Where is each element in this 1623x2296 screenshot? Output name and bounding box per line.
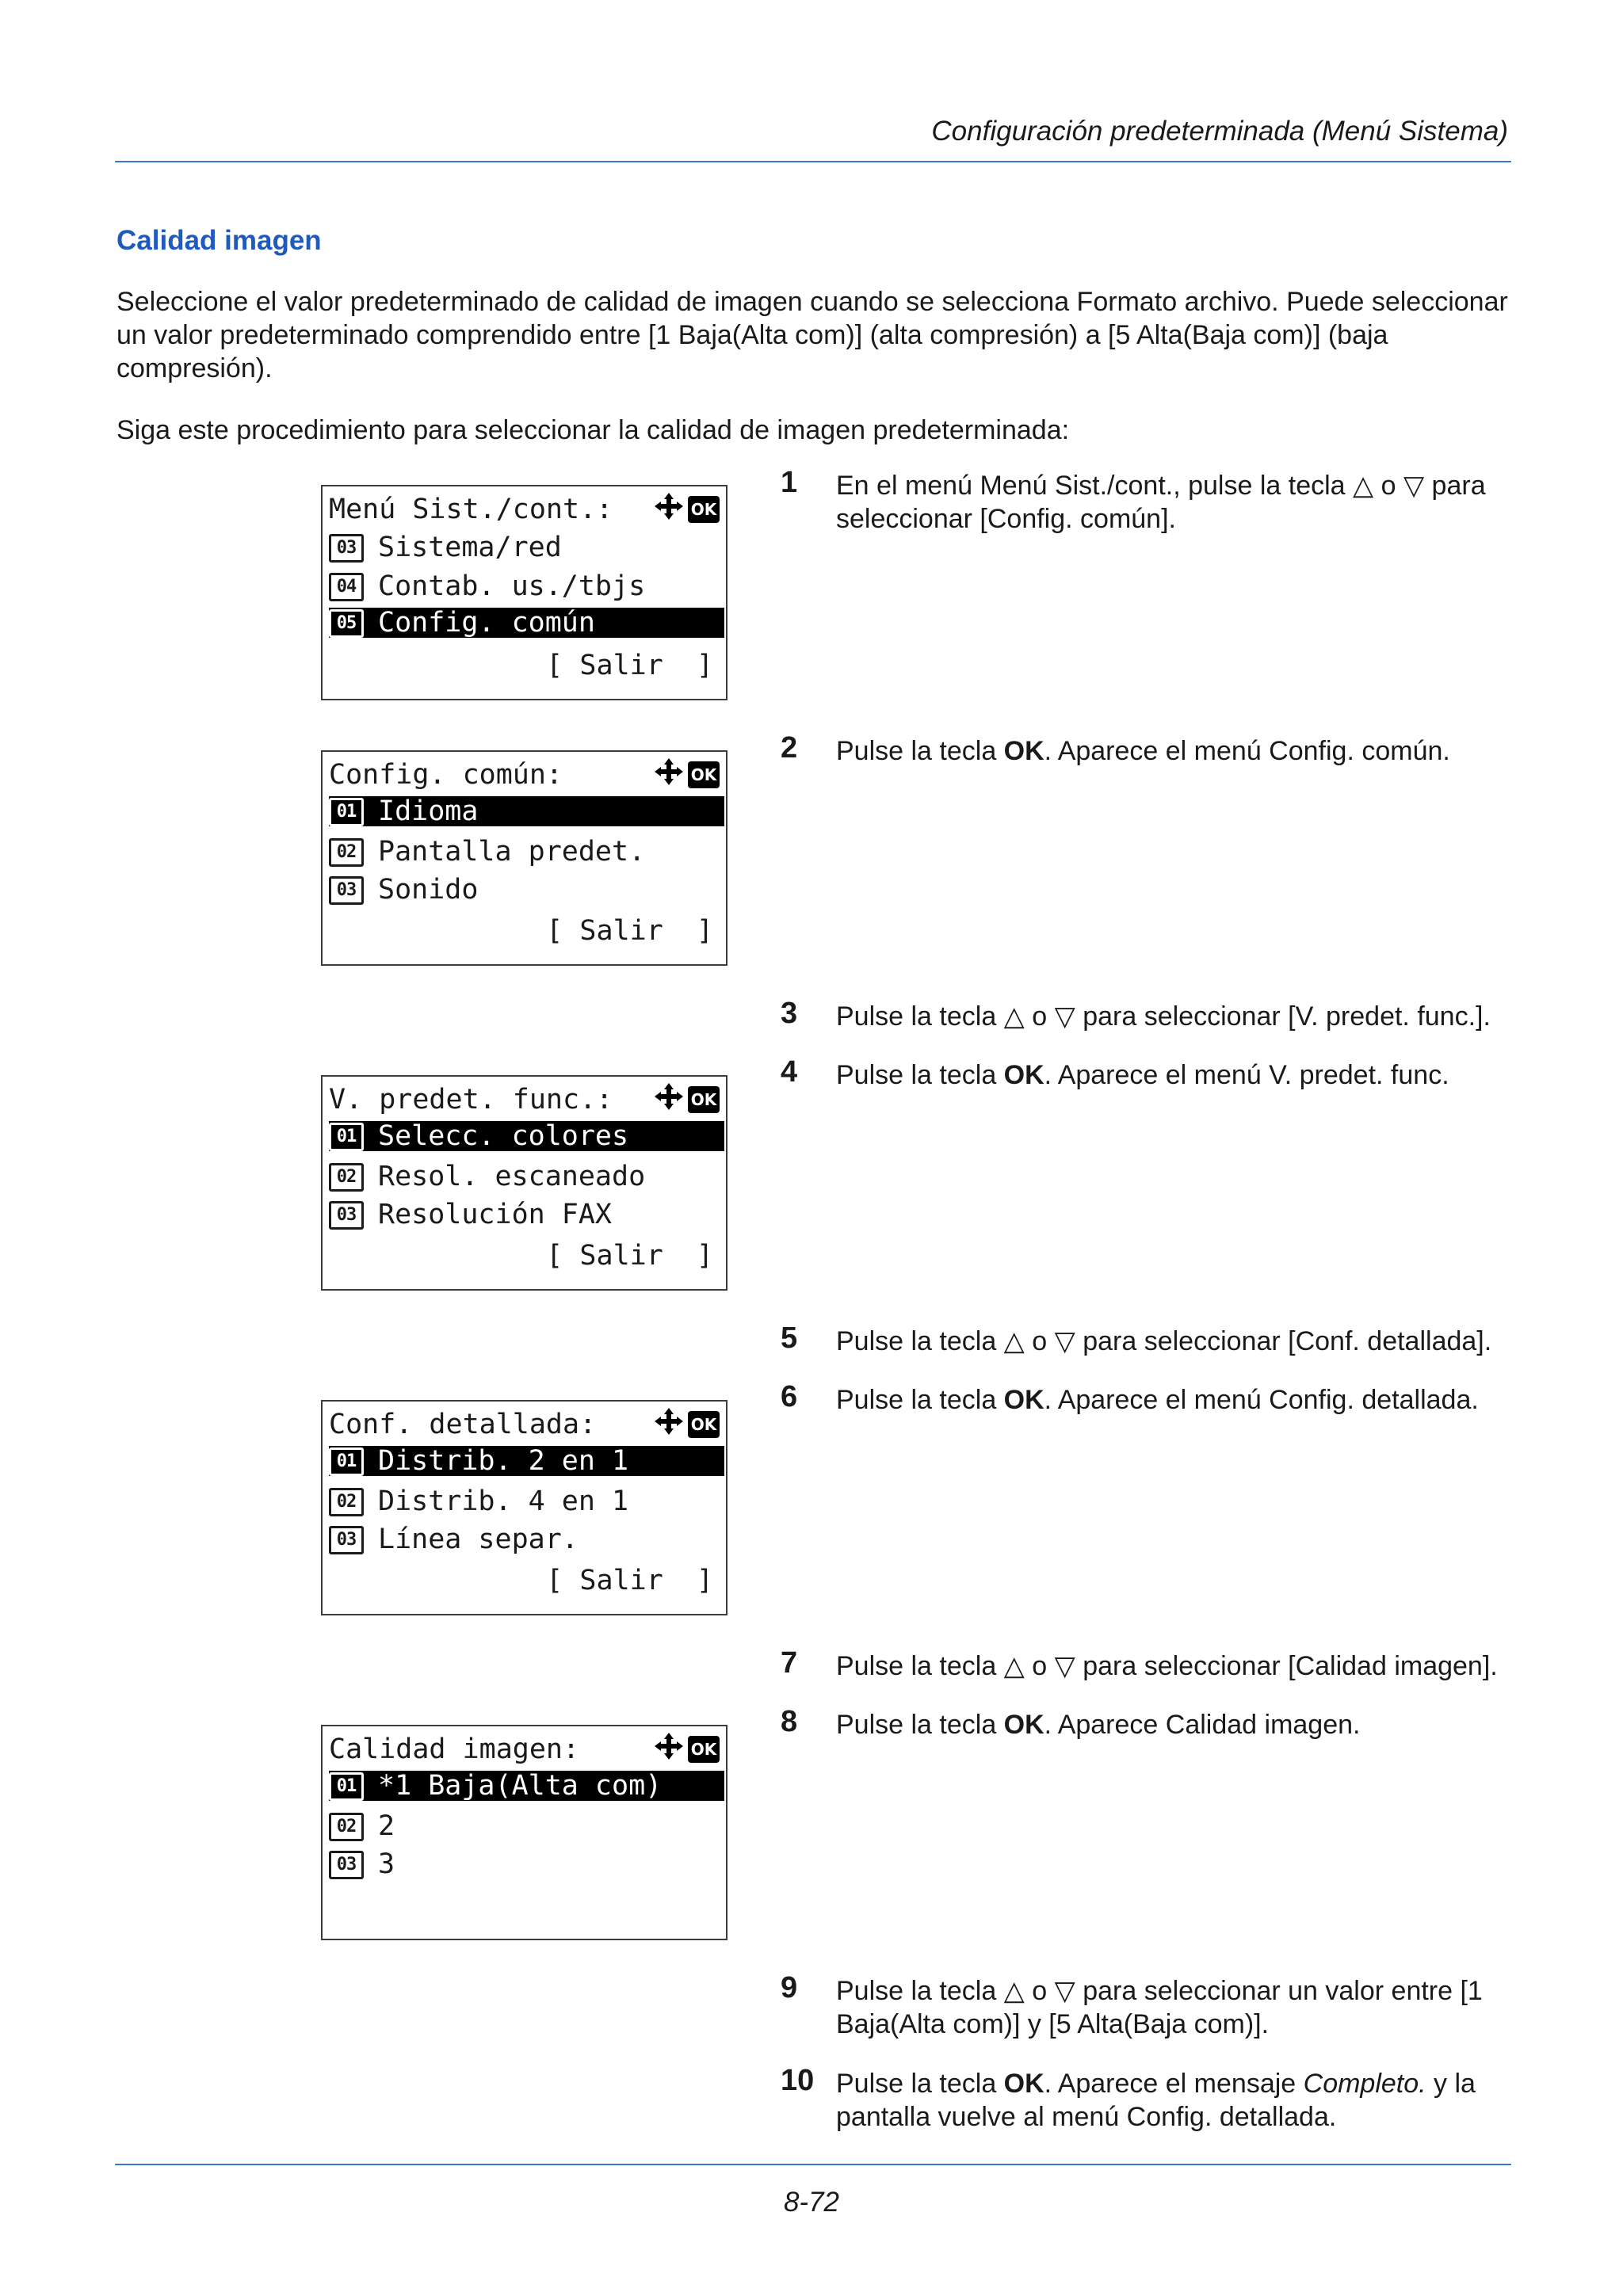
step-text — [836, 1974, 1518, 2041]
lcd-row-label: Resol. escaneado — [378, 1161, 646, 1192]
lcd-nav-icons — [653, 1409, 720, 1440]
lcd-exit-softkey: [ Salir ] — [546, 915, 713, 947]
step-text-part: Pulse la tecla △ o ▽ para seleccionar [Conf. detallada]. — [836, 1326, 1492, 1356]
intro-paragraph: Siga este procedimiento para seleccionar la calidad de imagen predeterminada: — [116, 415, 1070, 445]
lcd-row-selected — [329, 1771, 724, 1801]
lcd-row-label: Sistema/red — [378, 532, 562, 563]
lcd-row-label: *1 Baja(Alta com) — [378, 1770, 663, 1802]
lcd-nav-icons — [653, 760, 720, 790]
key-name: OK — [1003, 1060, 1044, 1090]
step-text-part: . Aparece Calidad imagen. — [1044, 1710, 1361, 1740]
step-text — [836, 1650, 1518, 1683]
item-number-badge: 02 — [329, 1813, 364, 1841]
lcd-row — [329, 1848, 724, 1881]
lcd-row — [329, 835, 724, 868]
lcd-title: Config. común: — [329, 759, 563, 791]
lcd-nav-icons — [653, 494, 720, 524]
ok-key-icon: OK — [688, 1736, 720, 1763]
four-way-arrow-icon — [653, 1081, 685, 1119]
step-text-part: y la pantalla vuelve al menú Config. detallada. — [836, 2069, 1476, 2132]
item-number-badge: 01 — [329, 1123, 364, 1151]
item-number-badge: 02 — [329, 1488, 364, 1516]
step-number: 1 — [781, 466, 798, 499]
four-way-arrow-icon — [653, 491, 685, 528]
step-text-part: . Aparece el menú Config. detallada. — [1044, 1385, 1479, 1415]
step-number: 2 — [781, 731, 798, 765]
lcd-nav-icons — [653, 1734, 720, 1764]
lcd-title: Calidad imagen: — [329, 1733, 580, 1765]
lcd-row — [329, 1160, 724, 1193]
step-number: 4 — [781, 1055, 798, 1089]
step-text — [836, 1708, 1518, 1741]
item-number-badge: 01 — [329, 1447, 364, 1476]
step-number: 5 — [781, 1322, 798, 1355]
lcd-row-label: 2 — [378, 1810, 395, 1842]
lcd-title: V. predet. func.: — [329, 1084, 613, 1116]
step-text-part: Pulse la tecla △ o ▽ para seleccionar [Calidad imagen]. — [836, 1651, 1498, 1681]
lcd-title: Menú Sist./cont.: — [329, 494, 613, 525]
lcd-row-selected — [329, 1121, 724, 1151]
lcd-screen-config-comun — [321, 750, 727, 966]
lcd-row-selected — [329, 608, 724, 638]
step-text — [836, 1058, 1518, 1092]
step-number: 8 — [781, 1705, 798, 1738]
item-number-badge: 02 — [329, 838, 364, 867]
step-text — [836, 734, 1518, 768]
lcd-row — [329, 873, 724, 906]
step-text — [836, 1000, 1518, 1033]
lcd-row-label: Sonido — [378, 874, 479, 906]
lcd-row-label: Resolución FAX — [378, 1199, 613, 1230]
step-text — [836, 1325, 1518, 1358]
message-name: Completo. — [1303, 2069, 1426, 2099]
lcd-row-label: 3 — [378, 1848, 395, 1880]
key-name: OK — [1003, 2069, 1044, 2099]
step-text-part: Pulse la tecla — [836, 1710, 1004, 1740]
ok-key-icon: OK — [688, 761, 720, 788]
lcd-row — [329, 1485, 724, 1518]
lcd-screen-calidad-imagen — [321, 1725, 727, 1940]
step-text-part: . Aparece el menú Config. común. — [1044, 736, 1450, 766]
step-text-part: . Aparece el menú V. predet. func. — [1044, 1060, 1449, 1090]
step-text-part: Pulse la tecla — [836, 1060, 1004, 1090]
lcd-row-label: Distrib. 4 en 1 — [378, 1486, 629, 1517]
lcd-row — [329, 1198, 724, 1231]
page-number: 8-72 — [783, 2187, 840, 2218]
item-number-badge: 04 — [329, 573, 364, 601]
step-text-part: Pulse la tecla △ o ▽ para seleccionar [V. predet. func.]. — [836, 1001, 1491, 1032]
lcd-row-label: Selecc. colores — [378, 1120, 629, 1152]
lcd-row — [329, 1523, 724, 1556]
step-number: 9 — [781, 1971, 798, 2004]
ok-key-icon: OK — [688, 1086, 720, 1113]
four-way-arrow-icon — [653, 757, 685, 794]
section-title: Calidad imagen — [116, 225, 322, 256]
lcd-row-label: Línea separ. — [378, 1524, 579, 1555]
header-rule — [115, 161, 1511, 162]
lcd-row-selected — [329, 796, 724, 826]
item-number-badge: 03 — [329, 1526, 364, 1554]
step-text-part: Pulse la tecla △ o ▽ para seleccionar un valor entre [1 Baja(Alta com)] y [5 Alta(Baja com)]. — [836, 1976, 1483, 2039]
step-text — [836, 469, 1518, 536]
lcd-row-label: Pantalla predet. — [378, 836, 646, 868]
step-text-part: Pulse la tecla — [836, 1385, 1004, 1415]
lcd-row-label: Config. común — [378, 607, 595, 639]
intro-text — [116, 285, 1511, 475]
step-number: 3 — [781, 997, 798, 1030]
step-text-part: En el menú Menú Sist./cont., pulse la tecla △ o ▽ para seleccionar [Config. común]. — [836, 471, 1486, 534]
item-number-badge: 02 — [329, 1163, 364, 1192]
step-text — [836, 2067, 1518, 2134]
item-number-badge: 03 — [329, 1201, 364, 1230]
key-name: OK — [1003, 1385, 1044, 1415]
item-number-badge: 05 — [329, 609, 364, 638]
lcd-row-label: Contab. us./tbjs — [378, 570, 646, 602]
item-number-badge: 03 — [329, 534, 364, 563]
lcd-title: Conf. detallada: — [329, 1409, 597, 1440]
four-way-arrow-icon — [653, 1406, 685, 1444]
step-text — [836, 1383, 1518, 1417]
lcd-row-label: Distrib. 2 en 1 — [378, 1445, 629, 1477]
ok-key-icon: OK — [688, 496, 720, 523]
step-number: 10 — [781, 2064, 815, 2097]
lcd-screen-v-predet-func — [321, 1075, 727, 1291]
key-name: OK — [1003, 1710, 1044, 1740]
key-name: OK — [1003, 736, 1044, 766]
running-header: Configuración predeterminada (Menú Sistema) — [931, 116, 1508, 147]
lcd-row-label: Idioma — [378, 795, 479, 827]
step-text-part: . Aparece el mensaje — [1044, 2069, 1304, 2099]
lcd-screen-conf-detallada — [321, 1400, 727, 1615]
lcd-row — [329, 531, 724, 564]
item-number-badge: 03 — [329, 876, 364, 905]
lcd-row — [329, 1810, 724, 1843]
step-number: 7 — [781, 1646, 798, 1680]
lcd-row-selected — [329, 1446, 724, 1476]
footer-rule — [115, 2164, 1511, 2165]
lcd-screen-menu-sist — [321, 485, 727, 700]
lcd-row — [329, 570, 724, 603]
step-text-part: Pulse la tecla — [836, 2069, 1004, 2099]
item-number-badge: 03 — [329, 1851, 364, 1879]
lcd-nav-icons — [653, 1085, 720, 1115]
item-number-badge: 01 — [329, 1772, 364, 1801]
lcd-exit-softkey: [ Salir ] — [546, 1240, 713, 1272]
ok-key-icon: OK — [688, 1411, 720, 1438]
item-number-badge: 01 — [329, 798, 364, 826]
step-text-part: Pulse la tecla — [836, 736, 1004, 766]
lcd-exit-softkey: [ Salir ] — [546, 1565, 713, 1596]
lcd-exit-softkey: [ Salir ] — [546, 650, 713, 681]
intro-paragraph: Seleccione el valor predeterminado de calidad de imagen cuando se selecciona Formato archivo. Puede seleccionar un valor predeterminado comprendido entre [1 Baja(Alta com)] (alta compresión) a [5 Alta(Baja com)] (baja compresión). — [116, 287, 1508, 383]
step-number: 6 — [781, 1380, 798, 1413]
four-way-arrow-icon — [653, 1731, 685, 1768]
